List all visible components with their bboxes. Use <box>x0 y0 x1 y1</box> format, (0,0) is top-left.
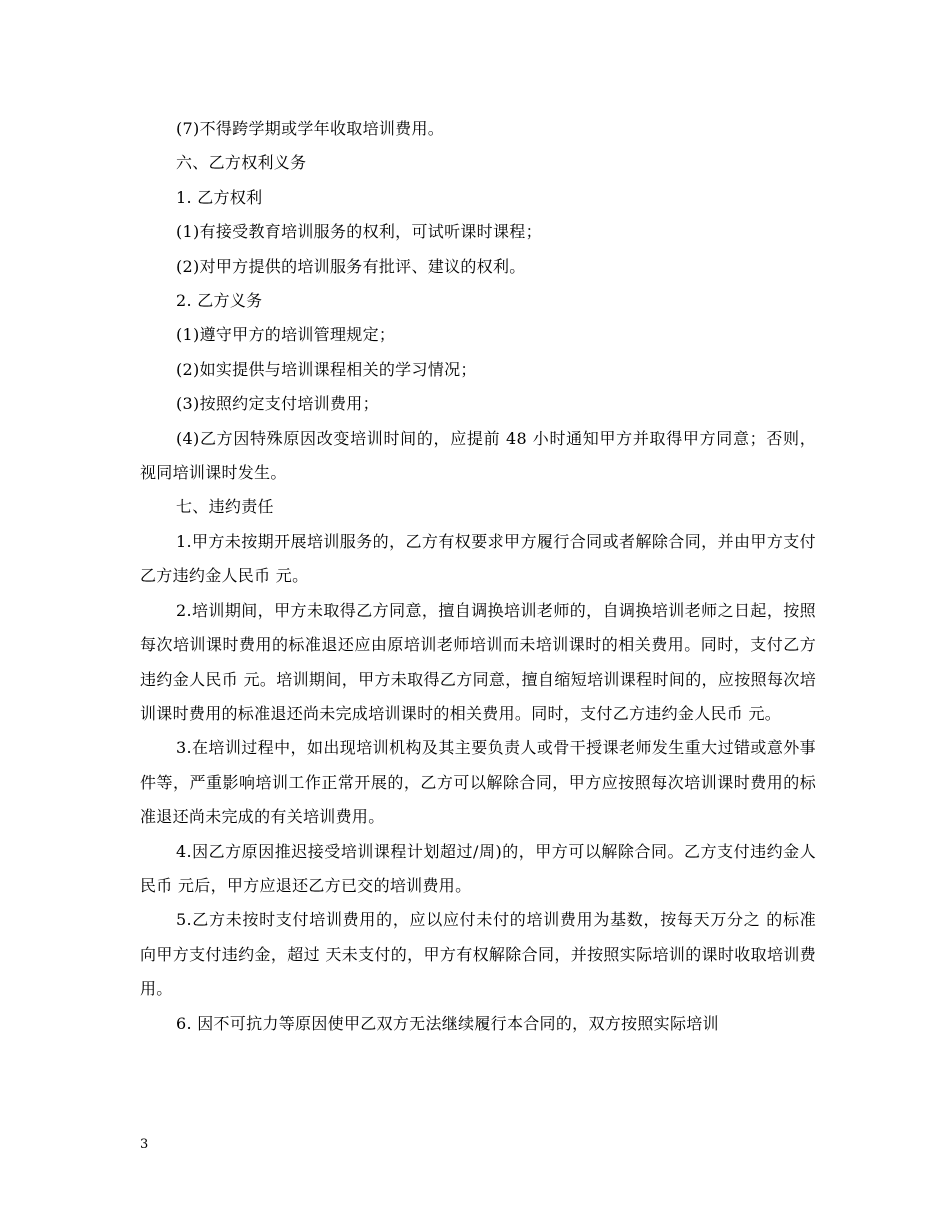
page-number: 3 <box>140 1137 149 1152</box>
section-heading-seven: 七、违约责任 <box>176 497 274 517</box>
rights-item-2: (2)对甲方提供的培训服务有批评、建议的权利。 <box>176 256 526 276</box>
liability-item-1: 1.甲方未按期开展培训服务的，乙方有权要求甲方履行合同或者解除合同，并由甲方支付乙方违约金人民币 元。 <box>140 531 816 586</box>
liability-item-4: 4.因乙方原因推迟接受培训课程计划超过/周)的，甲方可以解除合同。乙方支付违约金人民币 元后，甲方应退还乙方已交的培训费用。 <box>140 841 816 895</box>
liability-item-5: 5.乙方未按时支付培训费用的，应以应付未付的培训费用为基数，按每天万分之 的标准向甲方支付违约金，超过 天未支付的，甲方有权解除合同，并按照实际培训的课时收取培训费用。 <box>140 910 816 999</box>
obligations-item-2: (2)如实提供与培训课程相关的学习情况； <box>176 359 477 379</box>
liability-item-3: 3.在培训过程中，如出现培训机构及其主要负责人或骨干授课老师发生重大过错或意外事件等，严重影响培训工作正常开展的，乙方可以解除合同，甲方应按照每次培训课时费用的标准退还尚未完成的有关培训费用。 <box>140 738 816 827</box>
section-heading-six: 六、乙方权利义务 <box>176 153 307 173</box>
subsection-heading-obligations: 2. 乙方义务 <box>176 291 263 311</box>
subsection-heading-rights: 1. 乙方权利 <box>176 187 263 207</box>
document-body <box>140 112 816 1041</box>
rights-item-1: (1)有接受教育培训服务的权利，可试听课时课程； <box>176 222 542 242</box>
liability-item-6: 6. 因不可抗力等原因使甲乙双方无法继续履行本合同的，双方按照实际培训 <box>176 1013 719 1033</box>
liability-item-2: 2.培训期间，甲方未取得乙方同意，擅自调换培训老师的，自调换培训老师之日起，按照每次培训课时费用的标准退还应由原培训老师培训而未培训课时的相关费用。同时，支付乙方违约金人民币 元。培训期间，甲方未取得乙方同意，擅自缩短培训课程时间的，应按照每次培训课时费用的标准退还尚未完成培训课时的相关费用。同时，支付乙方违约金人民币 元。 <box>140 600 816 723</box>
obligations-item-1: (1)遵守甲方的培训管理规定； <box>176 325 396 345</box>
paragraph-clause-7: (7)不得跨学期或学年收取培训费用。 <box>176 119 445 138</box>
obligations-item-4: (4)乙方因特殊原因改变培训时间的，应提前 48 小时通知甲方并取得甲方同意；否则，视同培训课时发生。 <box>140 428 816 483</box>
obligations-item-3: (3)按照约定支付培训费用； <box>176 394 379 414</box>
